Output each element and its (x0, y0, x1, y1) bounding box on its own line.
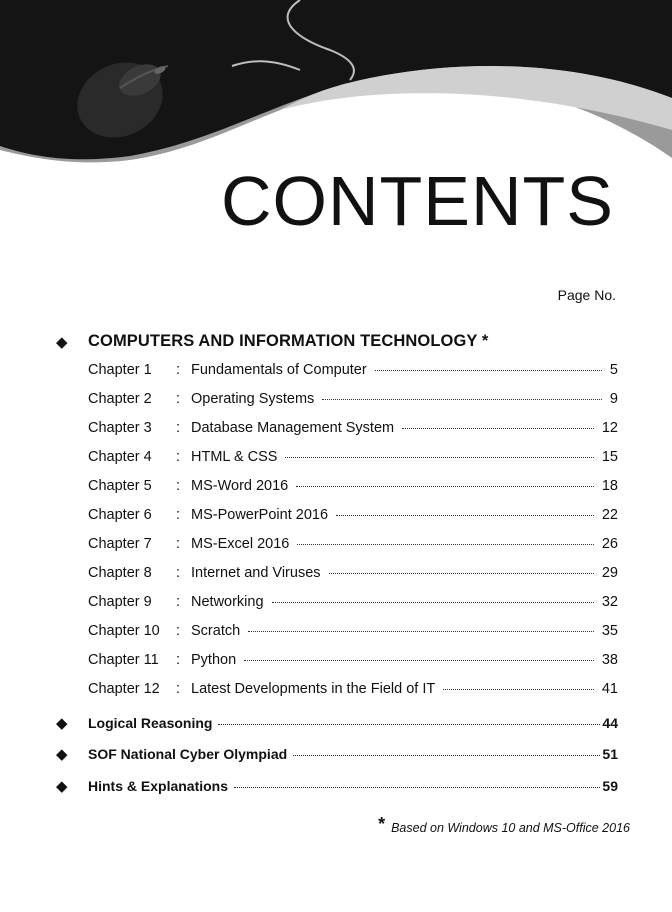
chapter-label: Chapter 3 (88, 420, 152, 436)
chapter-colon: : (176, 391, 181, 407)
chapter-page-number: 26 (601, 536, 618, 552)
dot-leader (443, 689, 594, 690)
dot-leader (297, 544, 594, 545)
chapter-row[interactable] (88, 565, 618, 581)
chapter-row[interactable] (88, 391, 618, 407)
chapter-title: Operating Systems (191, 391, 315, 407)
chapter-title: Database Management System (191, 420, 395, 436)
chapter-row[interactable] (88, 594, 618, 610)
page-number-column-header: Page No. (557, 287, 616, 303)
dot-leader (293, 755, 600, 756)
chapter-title: MS-Word 2016 (191, 478, 289, 494)
dot-leader (336, 515, 594, 516)
chapter-title: MS-PowerPoint 2016 (191, 507, 329, 523)
section-title: COMPUTERS AND INFORMATION TECHNOLOGY * (88, 332, 489, 350)
chapter-colon: : (176, 507, 181, 523)
chapter-label: Chapter 6 (88, 507, 152, 523)
section-row-title: SOF National Cyber Olympiad (88, 746, 288, 762)
chapter-label: Chapter 1 (88, 362, 152, 378)
chapter-title: Internet and Viruses (191, 565, 321, 581)
chapter-row[interactable] (88, 536, 618, 552)
dot-leader (272, 602, 594, 603)
chapter-label: Chapter 11 (88, 652, 159, 668)
section-row[interactable] (56, 714, 618, 732)
section-row[interactable] (56, 745, 618, 763)
dot-leader (285, 457, 593, 458)
chapter-colon: : (176, 681, 181, 697)
chapter-colon: : (176, 623, 181, 639)
chapter-page-number: 41 (601, 681, 618, 697)
chapter-label: Chapter 9 (88, 594, 152, 610)
chapter-page-number: 35 (601, 623, 618, 639)
footnote-star: * (378, 814, 386, 834)
dot-leader (402, 428, 594, 429)
chapter-row[interactable] (88, 652, 618, 668)
chapter-page-number: 18 (601, 478, 618, 494)
bullet-diamond-icon: ◆ (56, 715, 68, 732)
chapter-title: Latest Developments in the Field of IT (191, 681, 436, 697)
chapter-row[interactable] (88, 507, 618, 523)
chapter-label: Chapter 4 (88, 449, 152, 465)
chapter-row[interactable] (88, 420, 618, 436)
header-banner-with-mouse (0, 0, 672, 175)
section-row-page: 51 (602, 746, 618, 762)
chapter-colon: : (176, 565, 181, 581)
section-row-page: 59 (602, 778, 618, 794)
chapter-page-number: 38 (601, 652, 618, 668)
section-row-page: 44 (602, 715, 618, 731)
chapter-label: Chapter 2 (88, 391, 152, 407)
chapter-page-number: 22 (601, 507, 618, 523)
section-computers-it (56, 332, 616, 351)
dot-leader (322, 399, 602, 400)
dot-leader (218, 724, 600, 725)
dot-leader (244, 660, 594, 661)
chapter-row[interactable] (88, 623, 618, 639)
dot-leader (234, 787, 600, 788)
chapter-colon: : (176, 478, 181, 494)
chapter-colon: : (176, 594, 181, 610)
chapter-page-number: 12 (601, 420, 618, 436)
chapter-label: Chapter 5 (88, 478, 152, 494)
dot-leader (375, 370, 602, 371)
bullet-diamond-icon: ◆ (56, 746, 68, 763)
chapter-page-number: 32 (601, 594, 618, 610)
chapter-title: MS-Excel 2016 (191, 536, 290, 552)
chapter-title: Networking (191, 594, 264, 610)
chapter-label: Chapter 7 (88, 536, 152, 552)
footnote-text: Based on Windows 10 and MS-Office 2016 (391, 821, 630, 835)
chapter-row[interactable] (88, 449, 618, 465)
chapter-page-number: 15 (601, 449, 618, 465)
dot-leader (296, 486, 594, 487)
chapter-colon: : (176, 652, 181, 668)
chapter-colon: : (176, 449, 181, 465)
bullet-diamond-icon: ◆ (56, 333, 68, 351)
section-row-title: Logical Reasoning (88, 715, 213, 731)
chapter-row[interactable] (88, 362, 618, 378)
chapter-colon: : (176, 420, 181, 436)
chapter-title: Fundamentals of Computer (191, 362, 367, 378)
chapter-colon: : (176, 362, 181, 378)
chapter-page-number: 9 (609, 391, 618, 407)
dot-leader (329, 573, 594, 574)
chapter-title: Python (191, 652, 237, 668)
chapter-colon: : (176, 536, 181, 552)
chapter-title: Scratch (191, 623, 241, 639)
dot-leader (248, 631, 594, 632)
page-title: CONTENTS (221, 162, 614, 240)
chapter-page-number: 29 (601, 565, 618, 581)
section-row[interactable] (56, 777, 618, 795)
chapter-page-number: 5 (609, 362, 618, 378)
chapter-label: Chapter 12 (88, 681, 160, 697)
bullet-diamond-icon: ◆ (56, 778, 68, 795)
footnote (378, 814, 630, 835)
chapter-row[interactable] (88, 478, 618, 494)
chapter-row[interactable] (88, 681, 618, 697)
chapter-title: HTML & CSS (191, 449, 278, 465)
chapter-label: Chapter 10 (88, 623, 160, 639)
section-row-title: Hints & Explanations (88, 778, 229, 794)
chapter-label: Chapter 8 (88, 565, 152, 581)
